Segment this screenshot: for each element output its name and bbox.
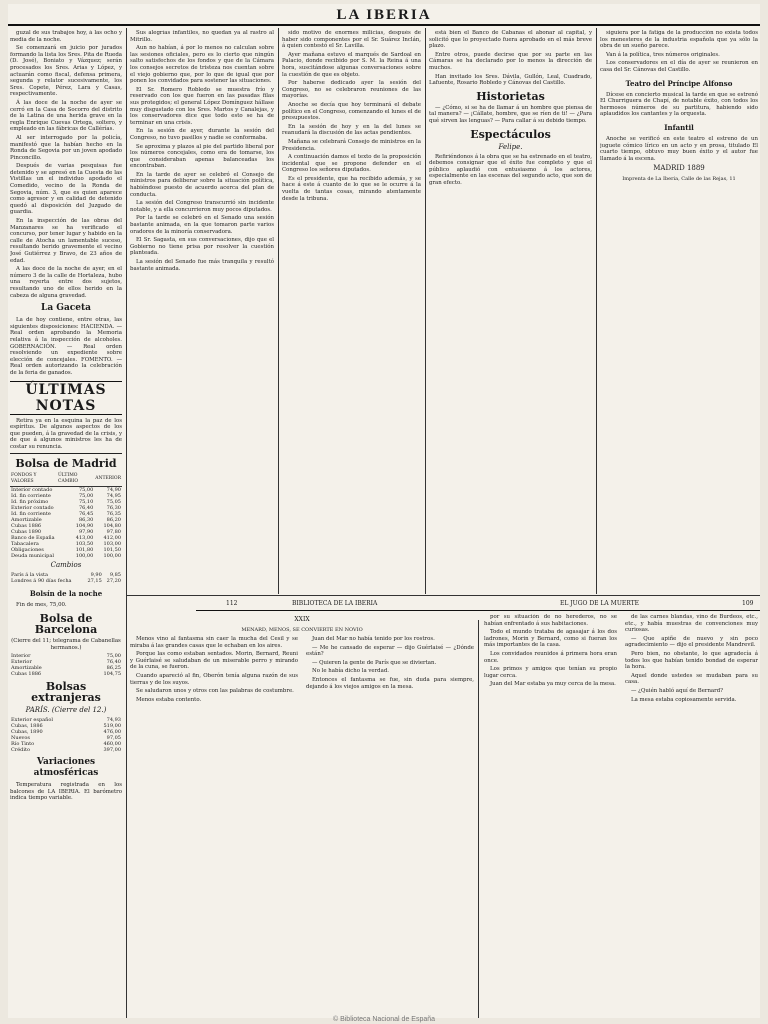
table-cell: Crédito	[11, 747, 30, 754]
bolsin-noche-heading: Bolsín de la noche	[29, 589, 103, 599]
paragraph: — Me he cansado de esperar — dijo Guérlaisé — ¿Dónde están?	[306, 644, 474, 658]
bolsa-barcelona-sub: (Cierre del 11; telegrama de Cabanellas hermanos.)	[11, 638, 121, 651]
table-cell: 27,15	[87, 578, 102, 585]
table-cell: 104,75	[103, 671, 121, 678]
table-cell: 103,00	[103, 541, 121, 548]
newspaper-page	[8, 4, 760, 1018]
table-cell: 76,30	[106, 505, 121, 512]
ultimas-notas-text: Retira ya en la esquina la paz de los espíritus. De algunos aspectos de los que pueden, á la gravedad de la crisis, y de que á algunos ministros les ha de costar su renuncia.	[10, 417, 122, 450]
table-cell: Deuda municipal	[11, 553, 54, 560]
table-cell: Obligaciones	[11, 547, 44, 554]
infantil-heading: Infantil	[664, 122, 694, 132]
espectaculos-subheading: Felipe.	[498, 142, 523, 151]
table-cell: 397,00	[103, 747, 121, 754]
paragraph: — Que apiñe de nuevo y sin poco agradecimiento — dijo el presidente Mandrevil.	[625, 635, 758, 649]
paragraph: Después de varias pesquisas fue detenido y se apresó en la Cuesta de las Vistillas un el individuo apodado el Comedido, vecino de la Ronda de Segovia, núm. 3, que es quien aparece como agresor y en calidad de detenido quedó al disposición del Juzgado de guardia.	[10, 163, 122, 216]
table-cell: Cubas 1886	[11, 523, 42, 530]
paragraph: por su situación de no herederos, no se habían enfrentado á sus habitaciones.	[484, 614, 617, 627]
paragraph: No le había dicho la verdad.	[312, 668, 390, 675]
paragraph: Es el presidente, que ha recibido además, y se hace á este á cuanto de lo que se le ocurre á la vuelta de tantas cosas, mirando atentamente desde la tribuna.	[282, 175, 421, 202]
feuilleton-column	[130, 636, 298, 705]
table-cell: Amortizable	[11, 517, 42, 524]
paragraph: Van á la política, tres números originales.	[606, 51, 720, 58]
paragraph: Entre otros, puede decirse que por su parte en las Cámaras se ha declarado por lo menos la dirección de muchos.	[429, 51, 592, 71]
column-rule	[126, 28, 127, 1018]
bolsas-extranjeras-heading: Bolsas extranjeras	[31, 680, 101, 705]
table-cell: 74,90	[106, 487, 121, 494]
paragraph: Ayer mañana estuvo el marqués de Sardoal en Palacio, donde recibido por S. M. la Reina á una hora, suscitándose algunas conversaciones sobre la cuestión de que es objeto.	[282, 51, 421, 78]
column-3	[282, 30, 421, 592]
variaciones-heading: Variaciones atmosféricas	[33, 757, 99, 779]
table-cell: 100,00	[75, 553, 94, 560]
table-cell: Río Tinto	[11, 741, 35, 748]
paragraph: Pero bien, no obstante, lo que agradecía á todos los que habían tenido bondad de esperar la hora.	[625, 650, 758, 671]
table-cell: 75,00	[106, 653, 121, 660]
paragraph: sido motivo de enormes milicias, después de haber sido componentes por el Sr. Suárez Inclán, á quien contestó el Sr. Lavilla.	[282, 30, 421, 50]
table-cell: 460,00	[103, 741, 121, 748]
table-cell: 101,50	[103, 547, 121, 554]
feuilleton-column	[625, 614, 758, 705]
paragraph: — Quieren la gente de París que se diviertan.	[312, 659, 437, 666]
table-cell: Cubas 1890	[11, 529, 42, 536]
column-4	[429, 30, 592, 592]
table-cell: 86,25	[106, 665, 121, 672]
bolsa-barcelona-heading: Bolsa de Barcelona	[34, 612, 98, 637]
paragraph: Se comenzará en juicio por jurados formando la lista los Sres. Pita de Rueda (D. José), Boniato y Vázquez; serán procesados los Sres. Arias y López, y actuarán como fiscal, defensa primera, segunda y relator sucesivamente, los Sres. Copete, Pérez, Lara y Casas, respectivamente.	[10, 45, 122, 98]
paragraph: El Sr. Sagasta, en sus conversaciones, dijo que el Gobierno no tiene prisa por resolver la cuestión planteada.	[130, 237, 274, 257]
table-cell: Interior	[11, 653, 31, 660]
ultimas-notas-heading: ÚLTIMAS NOTAS	[10, 381, 122, 415]
paragraph: Á las doce de la noche de ayer se cerró en la Casa de Socorro del distrito de la Latina de una herida grave en la regla Enrique Cuevas Ortega, soltero, y empleado en las fábricas de Callérías.	[10, 99, 122, 133]
feuilleton-column	[484, 614, 617, 705]
historietas-heading: Historietas	[476, 89, 545, 103]
table-cell: Id. fin próximo	[11, 499, 49, 506]
cambios-table	[10, 572, 122, 584]
table-cell: Interior contado	[11, 487, 53, 494]
paragraph: Los convidados reunidos á primera hora eran once.	[484, 650, 617, 664]
column-rule	[425, 28, 426, 594]
paragraph: Todo el mundo trataba de agasajar á los dos ladrones, Morin y Bernard, como si fueran los más importantes de la casa.	[484, 629, 617, 649]
paragraph: Se saludaron unos y otros con las palabras de costumbre.	[136, 688, 294, 695]
table-cell: 75,00	[78, 487, 94, 494]
paragraph: La sesión del Senado fue más tranquila y resultó bastante animada.	[130, 259, 274, 272]
bolsa-madrid-table	[10, 472, 122, 559]
table-cell: Exterior	[11, 659, 32, 666]
espectaculos-text: Refiriéndonos á la obra que se ha estrenado en el teatro, debemos consignar que el éxito fue completo y que el público aplaudió con entusiasmo á los actores, especialmente en las escenas del segundo acto, que son de gran efecto.	[429, 153, 592, 186]
table-cell: 97,90	[78, 529, 94, 536]
table-row	[10, 553, 122, 559]
paragraph: El Sr. Romero Robledo se muestra frío y reservado con los que fueron en las pasadas filas sus protegidos; el general López Domínguez hállase muy disgustado con los Sres. Martos y Canalejas, y los conservadores dice que todo esto se ha de terminar en una crisis.	[130, 86, 274, 126]
table-cell: 9,85	[109, 572, 121, 579]
paragraph: Al ser interrogado por la policía, manifestó que la habían hecho en la Ronda de Segovia por un joven apodado Pinconcillo.	[10, 134, 122, 161]
paragraph: En la tarde de ayer se celebró el Consejo de ministros para deliberar sobre la situación política, habiéndose puesto de acuerdo acerca del plan de conducta.	[130, 171, 274, 198]
table-cell: 75,00	[78, 493, 94, 500]
table-cell: Banco de España	[11, 535, 55, 542]
table-cell: 412,00	[103, 535, 121, 542]
table-cell: 9,90	[90, 572, 102, 579]
infantil-text: Anoche se verificó en este teatro el estreno de un juguete cómico lírico en un acto y en prosa, titulado El cuarto tiempo, obtuvo muy buen éxito y el autor fue llamado á la escena.	[600, 135, 758, 162]
table-cell: 100,00	[103, 553, 121, 560]
firma: MADRID 1889	[653, 164, 705, 173]
table-cell: 75,10	[78, 499, 94, 506]
feuilleton-left-page	[130, 614, 474, 1016]
table-cell: Londres á 90 días fecha	[11, 578, 72, 585]
paragraph: Aun no habían, á por lo menos no calculan sobre las sesiones oficiales, pero es lo cierto que ningún salto satisfechos de los fondos y que de la Cámara los consejos secretos de tristeza nos cuentan sobre el viejo gobierno que, por lo que de igual que por ponen los convidados para sostener las situaciones.	[130, 45, 274, 85]
paragraph: Por haberse dedicado ayer la sesión del Congreso, no se celebraron reuniones de las mayorías.	[282, 80, 421, 100]
table-cell: Tabacalera	[11, 541, 39, 548]
paragraph: — ¿Quién habló aquí de Bernard?	[631, 687, 724, 694]
table-cell: 519,00	[103, 723, 121, 730]
paragraph: Menos vino al fantasma sin caer la mucha del Cesil y se miraba á las grandes casas que le echaban en los aires.	[130, 636, 298, 649]
masthead-title: LA IBERIA	[336, 7, 432, 23]
paragraph: La mesa estaba copiosamente servida.	[631, 696, 737, 703]
paragraph: Juan del Mar estaba ya muy cerca de la mesa.	[490, 681, 616, 688]
paragraph: Por la tarde se celebró en el Senado una sesión bastante animada, en la que tomaron parte varios oradores de la minoría conservadora.	[130, 215, 274, 235]
table-cell: 75,05	[106, 499, 121, 506]
paragraph: La sesión del Congreso transcurrió sin incidente notable, y a ella concurrieron muy pocos diputados.	[130, 200, 274, 213]
table-cell: 104,80	[103, 523, 121, 530]
paragraph: Porque las como estaban sentados. Morin, Bernard, Reuni y Guérlaisé se saludaban de un miserable perro y mirando de la cuna, se fueron.	[130, 651, 298, 671]
table-header: ANTERIOR	[94, 472, 122, 487]
column-rule	[596, 28, 597, 594]
column-rule	[278, 28, 279, 594]
copyright-notice: © Biblioteca Nacional de España	[332, 1016, 436, 1023]
paris-subheading: PARÍS. (Cierre del 12.)	[25, 706, 107, 715]
paragraph: Los primos y amigos que tenían su propio lugar cerca.	[484, 666, 617, 679]
table-cell: París á la vista	[11, 572, 48, 579]
table-cell: Id. fin corriente	[11, 511, 51, 518]
page-number-right: 109	[742, 600, 754, 607]
page-number-left: 112	[226, 600, 238, 607]
table-cell: 97,05	[106, 735, 121, 742]
paragraph: A continuación damos el texto de la proposición incidental que se propone defender en el Congreso los señores diputados.	[282, 154, 421, 174]
table-cell: Exterior contado	[11, 505, 54, 512]
teatro-text: Dícese en concierto musical la tarde en que se estrenó El Churriguera de Chapí, de notable éxito, con todos los hermosos números de su partitura, habiendo sido aplaudidos los cantantes y la orquesta.	[600, 91, 758, 118]
table-cell: 104,90	[75, 523, 94, 530]
paragraph: Aquel donde ustedes se mudaban para su casa.	[625, 672, 758, 686]
table-cell: 101,80	[75, 547, 94, 554]
paris-table	[10, 717, 122, 753]
paragraph: Los conservadores en el día de ayer se reunieron en casa del Sr. Cánovas del Castillo.	[600, 60, 758, 73]
table-cell: Cubas, 1886	[11, 723, 43, 730]
section-rule	[126, 595, 760, 596]
table-header: ÚLTIMO CAMBIO	[57, 472, 94, 487]
column-2	[130, 30, 274, 592]
paragraph: de las carnes blandas, vino de Burdeos, etc., etc., y había muestras de convenciones muy curiosas.	[625, 614, 758, 634]
table-cell: 476,00	[103, 729, 121, 736]
teatro-heading: Teatro del Príncipe Alfonso	[625, 78, 733, 88]
table-header: FONDOS Y VALORES	[10, 472, 57, 487]
table-cell: Cubas, 1890	[11, 729, 43, 736]
paragraph: En la sesión de ayer, durante la sesión del Congreso, no tuvo pasillos y nadie se conformaba.	[130, 128, 274, 141]
imprenta: Imprenta de La Iberia, Calle de las Rejas, 11	[622, 176, 736, 183]
column-1	[10, 30, 122, 1016]
table-cell: 76,35	[106, 511, 121, 518]
paragraph: siguiera por la fatiga de la producción no exista todos los menesteres de la industria española que ya sólo la obra de un sueño parece.	[600, 30, 758, 50]
table-cell: 413,00	[75, 535, 94, 542]
column-rule	[478, 620, 479, 1018]
table-cell: Id. fin corriente	[11, 493, 51, 500]
table-cell: 97,80	[106, 529, 121, 536]
paragraph: En la inspección de las obras del Manzanares se ha verificado el concurso, por tener lugar y habido en la calle de Atocha un lamentable suceso, resultando herido gravemente el vecino José Gutiérrez y Bravo, de 23 años de edad.	[10, 218, 122, 264]
table-cell: Cubas 1886	[11, 671, 42, 678]
bolsa-madrid-heading: Bolsa de Madrid	[15, 457, 117, 471]
paragraph: En la sesión de hoy y en la del lunes se reanudará la discusión de las actas pendientes.	[282, 123, 421, 137]
table-cell: 74,93	[106, 717, 121, 724]
table-cell: 86,20	[106, 517, 121, 524]
historietas-text: — ¿Cómo, si se ha de llamar á un hombre que piensa de tal manera? — ¡Cállate, hombre, que se ríen de ti! — ¿Para qué sirven las lenguas? — Para callar á su debido tiempo.	[429, 104, 592, 124]
paragraph: A las doce de la noche de ayer, en el número 3 de la calle de Hortaleza, hubo una reyerta entre dos sujetos, resultando uno de ellos herido en la cabeza de alguna gravedad.	[10, 266, 122, 299]
table-row	[10, 671, 122, 677]
paragraph: guzal de sus trabajos hoy, á las ocho y media de la noche.	[10, 30, 122, 43]
paragraph: Cuando apareció al fin, Oberón tenía alguna razón de sus tierras y de los suyos.	[130, 672, 298, 686]
paragraph: Juan del Mar no había tenido por los rostros.	[312, 636, 435, 642]
table-cell: Exterior español	[11, 717, 53, 724]
paragraph: Sus alegrías infantiles, no quedan ya al rastro al Mitrillo.	[130, 30, 274, 43]
paragraph: Anoche se decía que hoy terminará el debate político en el Congreso, comenzando el lunes el de presupuestos.	[282, 101, 421, 122]
gaceta-text: La de hoy contiene, entre otras, las siguientes disposiciones: HACIENDA. — Real orden aprobando la Memoria relativa á la inspección de alcoholes. GOBERNACIÓN. — Real orden resolviendo un expediente sobre elección de concejales. FOMENTO. — Real orden autorizando la celebración de la feria de ganados.	[10, 317, 122, 376]
paragraph: Mañana se celebrará Consejo de ministros en la Presidencia.	[282, 138, 421, 152]
table-row	[10, 578, 122, 584]
espectaculos-heading: Espectáculos	[470, 127, 551, 141]
chapter-subtitle: MENARD, MENOS, SE CONVIERTE EN NOVIO	[241, 627, 363, 633]
paragraph: Se aproxima y plazos al pie del partido liberal por los números concejales, como era de tomarse, los que consideraban apenas balanceadas los encontraban.	[130, 143, 274, 170]
paragraph: está bien el Banco de Cabanas el abonar al capital, y solicitó que lo proyectado fuera aprobado en el más breve plazo.	[429, 30, 592, 50]
table-cell: 76,40	[106, 659, 121, 666]
feuilleton-right-page	[484, 614, 758, 1016]
divider	[10, 453, 122, 454]
table-cell: 86,30	[78, 517, 94, 524]
gaceta-heading: La Gaceta	[40, 303, 91, 314]
table-cell: Amortizable	[11, 665, 42, 672]
publication-left: BIBLIOTECA DE LA IBERIA	[292, 600, 378, 607]
chapter-number: XXIX	[294, 616, 310, 623]
feuilleton-column	[306, 636, 474, 705]
table-cell: 103,50	[75, 541, 94, 548]
paragraph: Menos estaba contento.	[136, 696, 202, 703]
table-row	[10, 747, 122, 753]
paragraph: Han invitado los Sres. Dávila, Gullón, Leal, Cuadrado, Lafuente, Rosario Robledo y Cánovas del Castillo.	[429, 73, 592, 87]
table-cell: 76,40	[78, 505, 94, 512]
publication-right: EL JUGO DE LA MUERTE	[560, 600, 640, 607]
feuilleton-folio	[196, 598, 760, 611]
table-cell: 27,20	[106, 578, 121, 585]
column-5	[600, 30, 758, 592]
table-cell: Nuevos	[11, 735, 30, 742]
table-cell: 74,95	[106, 493, 121, 500]
paragraph: Entonces el fantasma se fue, sin duda para siempre, dejando á los viejos amigos en la mesa.	[306, 676, 474, 690]
table-cell: 76,45	[78, 511, 94, 518]
cambios-heading: Cambios	[50, 561, 82, 570]
bolsa-barcelona-table	[10, 653, 122, 677]
variaciones-text: Temperatura registrada en los balcones de LA IBERIA. El barómetro indica tiempo variable.	[10, 782, 122, 802]
masthead	[8, 4, 760, 26]
bolsin-noche-text: Fin de mes, 75,00.	[16, 602, 67, 609]
